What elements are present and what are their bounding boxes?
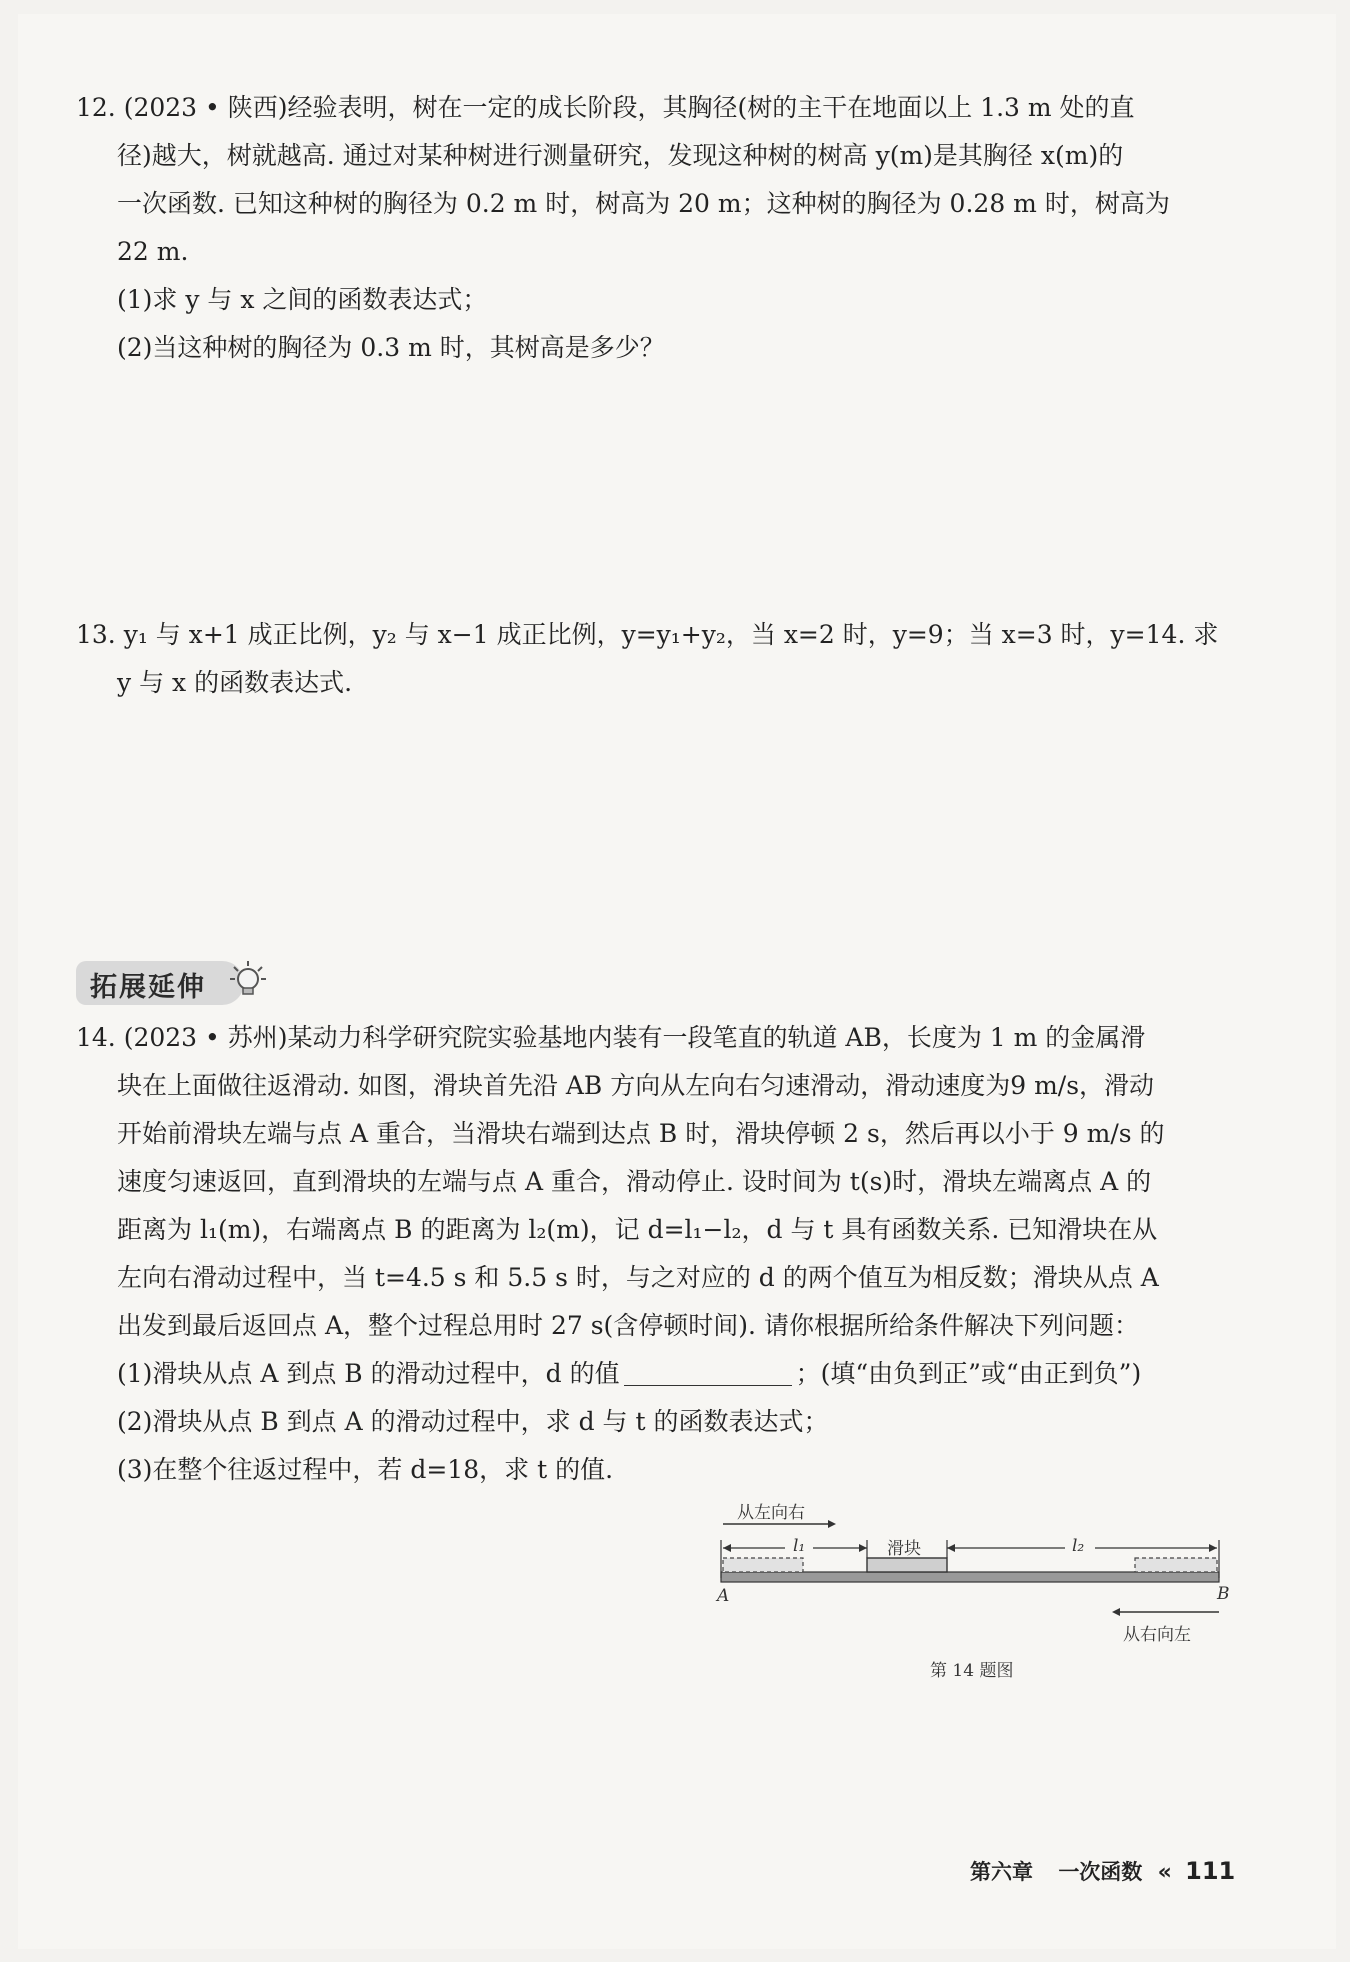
q14-line: 距离为 l₁(m)，右端离点 B 的距离为 l₂(m)，记 d=l₁−l₂，d 与 t 具有函数关系. 已知滑块在从 [117,1215,1158,1244]
label-left-to-right: 从左向右 [737,1503,805,1523]
q12-line: 一次函数. 已知这种树的胸径为 0.2 m 时，树高为 20 m；这种树的胸径为 0.28 m 时，树高为 [117,189,1170,218]
lightbulb-icon [228,957,268,1003]
label-point-b: B [1217,1584,1230,1604]
double-chevron-icon: « [1157,1860,1172,1885]
q14-part-2: (2)滑块从点 B 到点 A 的滑动过程中，求 d 与 t 的函数表达式； [117,1407,829,1436]
q12-line: 22 m. [117,237,189,266]
q14-part-1 [76,1350,1241,1398]
track-figure [715,1498,1235,1678]
page-number: 111 [1185,1857,1236,1885]
q12-part-1: (1)求 y 与 x 之间的函数表达式； [117,285,488,314]
figure-caption: 第 14 题图 [930,1661,1014,1681]
q14-line: 块在上面做往返滑动. 如图，滑块首先沿 AB 方向从左向右匀速滑动，滑动速度为9 m/s，滑动 [117,1071,1155,1100]
page-footer [970,1856,1235,1886]
footer-title: 一次函数 [1058,1860,1143,1884]
q14-line: 14. (2023 • 苏州)某动力科学研究院实验基地内装有一段笔直的轨道 AB，长度为 1 m 的金属滑 [76,1023,1146,1052]
q14-part-1-text: (1)滑块从点 A 到点 B 的滑动过程中，d 的值 [117,1359,620,1388]
section-badge [76,957,266,1007]
label-l2: l₂ [1072,1536,1085,1556]
question-14 [76,1014,1241,1494]
question-13 [76,611,1241,707]
label-slider: 滑块 [887,1539,921,1559]
q14-line: 开始前滑块左端与点 A 重合，当滑块右端到达点 B 时，滑块停顿 2 s，然后再以小于 9 m/s 的 [117,1119,1165,1148]
q12-part-2: (2)当这种树的胸径为 0.3 m 时，其树高是多少？ [117,333,665,362]
q14-line: 出发到最后返回点 A，整个过程总用时 27 s(含停顿时间). 请你根据所给条件解决下列问题： [117,1311,1139,1340]
q13-line: y 与 x 的函数表达式. [117,668,353,697]
q12-line: 径)越大，树就越高. 通过对某种树进行测量研究，发现这种树的树高 y(m)是其胸径 x(m)的 [117,141,1124,170]
q13-line: 13. y₁ 与 x+1 成正比例，y₂ 与 x−1 成正比例，y=y₁+y₂，当 x=2 时，y=9；当 x=3 时，y=14. 求 [76,620,1219,649]
q14-line: 左向右滑动过程中，当 t=4.5 s 和 5.5 s 时，与之对应的 d 的两个值互为相反数；滑块从点 A [117,1263,1159,1292]
q12-line: 12. (2023 • 陕西)经验表明，树在一定的成长阶段，其胸径(树的主干在地面以上 1.3 m 处的直 [76,93,1135,122]
question-12 [76,84,1241,372]
label-right-to-left: 从右向左 [1123,1625,1191,1645]
answer-blank[interactable] [624,1357,792,1386]
q14-part-3: (3)在整个往返过程中，若 d=18，求 t 的值. [117,1455,614,1484]
q14-line: 速度匀速返回，直到滑块的左端与点 A 重合，滑动停止. 设时间为 t(s)时，滑块左端离点 A 的 [117,1167,1152,1196]
q14-part-1-hint: ；(填“由负到正”或“由正到负”) [795,1359,1142,1388]
label-point-a: A [717,1586,730,1606]
footer-chapter: 第六章 [970,1860,1033,1884]
label-l1: l₁ [793,1536,806,1556]
section-title: 拓展延伸 [90,972,206,1003]
